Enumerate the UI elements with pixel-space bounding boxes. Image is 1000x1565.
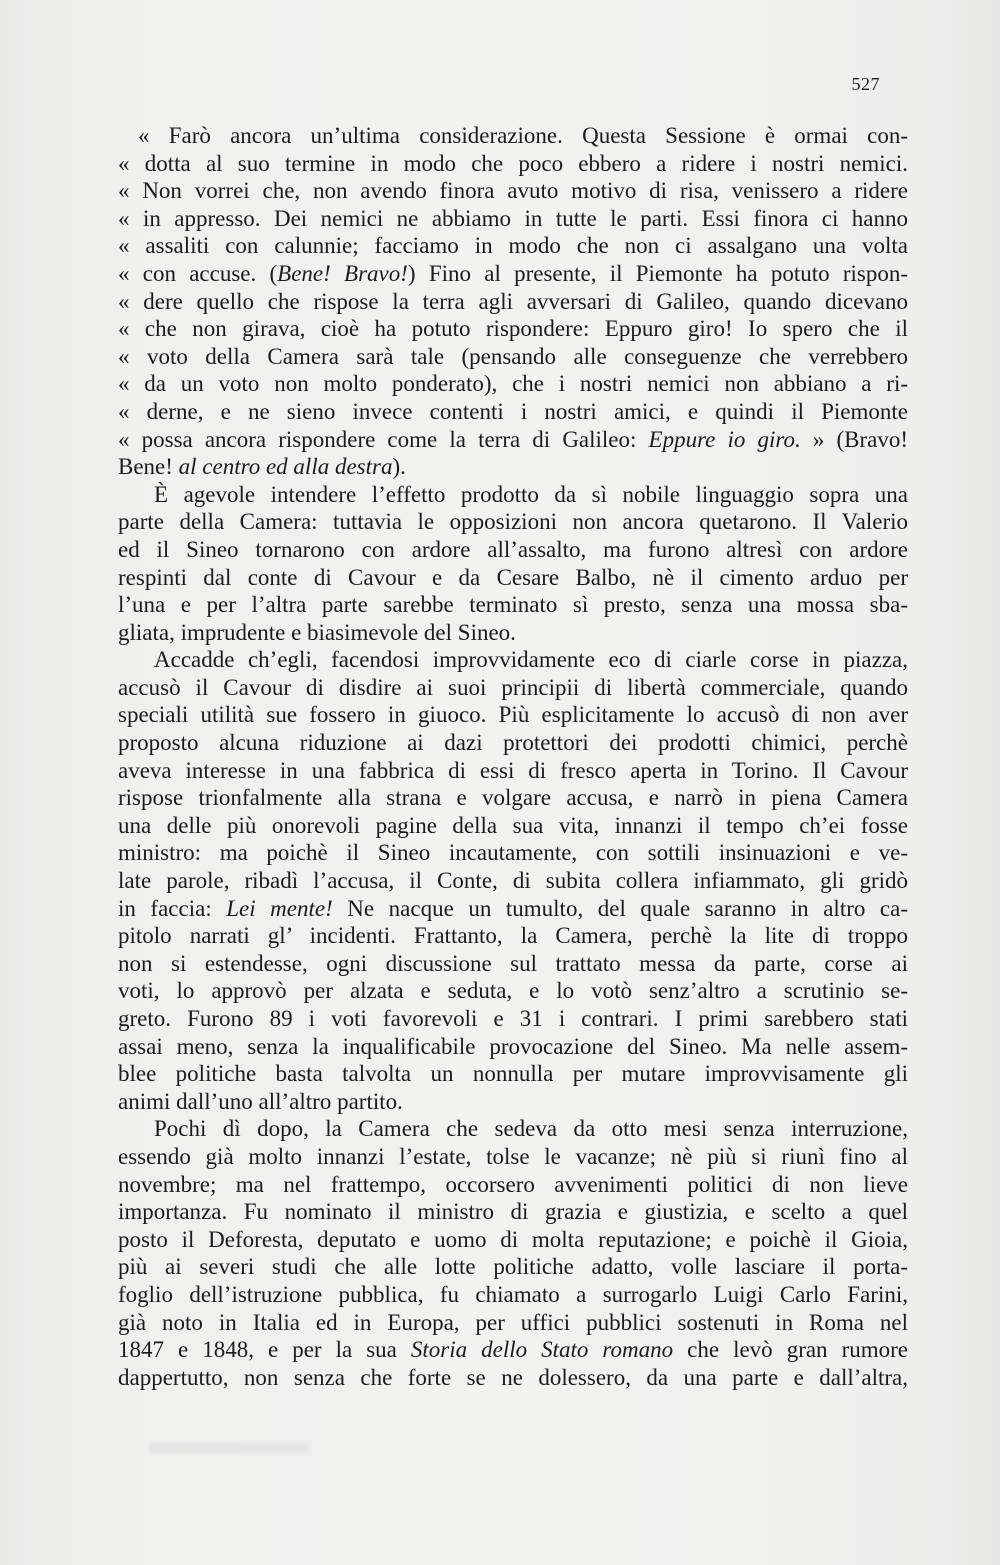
text-run: aveva interesse in una fabbrica di essi di fresco aperta in Torino. Il Cavour xyxy=(118,757,908,783)
text-run: l’una e per l’altra parte sarebbe terminato sì presto, senza una mossa sba- xyxy=(118,592,908,618)
text-line xyxy=(118,1115,908,1143)
text-line xyxy=(118,150,908,178)
text-run: più ai severi studi che alle lotte politiche adatto, volle lasciare il porta- xyxy=(118,1254,908,1280)
text-run: greto. Furono 89 i voti favorevoli e 31 i contrari. I primi sarebbero stati xyxy=(118,1006,908,1031)
italic-text: al centro ed alla destra xyxy=(178,454,393,480)
text-run: « dotta al suo termine in modo che poco ebbero a ridere i nostri nemici. xyxy=(118,150,908,176)
text-line xyxy=(118,1281,908,1309)
text-run: 1847 e 1848, e per la sua xyxy=(118,1337,411,1363)
text-line xyxy=(118,481,908,509)
text-line xyxy=(118,674,908,702)
italic-text: Eppure io giro. xyxy=(648,426,801,452)
text-run: È agevole intendere l’effetto prodotto da sì nobile linguaggio sopra una xyxy=(154,481,908,507)
text-run: foglio dell’istruzione pubblica, fu chiamato a surrogarlo Luigi Carlo Farini, xyxy=(118,1281,908,1307)
text-run: Ne nacque un tumulto, del quale saranno in altro ca- xyxy=(332,895,908,921)
text-line xyxy=(118,1309,908,1337)
text-run: assai meno, senza la inqualificabile provocazione del Sineo. Ma nelle assem- xyxy=(118,1033,908,1059)
text-run: ed il Sineo tornarono con ardore all’assalto, ma furono altresì con ardore xyxy=(118,536,908,562)
text-line xyxy=(118,591,908,619)
text-run: pitolo narrati gl’ incidenti. Frattanto, la Camera, perchè la lite di troppo xyxy=(118,923,908,949)
body-text xyxy=(118,122,908,1391)
text-line xyxy=(118,426,908,454)
text-run: » (Bravo! xyxy=(800,426,909,452)
text-run: dappertutto, non senza che forte se ne dolessero, da una parte e dall’altra, xyxy=(118,1364,908,1390)
text-line xyxy=(118,619,908,647)
text-run: « Farò ancora un’ultima considerazione. Questa Sessione è ormai con- xyxy=(138,123,908,148)
text-line xyxy=(118,867,908,895)
text-line xyxy=(118,895,908,923)
italic-text: Lei mente! xyxy=(226,895,333,921)
text-run: rispose trionfalmente alla strana e volgare accusa, e narrò in piena Camera xyxy=(118,785,908,811)
text-run: animi dall’uno all’altro partito. xyxy=(118,1088,403,1114)
text-line xyxy=(118,1143,908,1171)
text-line xyxy=(118,812,908,840)
text-line xyxy=(118,1005,908,1033)
text-line xyxy=(118,370,908,398)
text-line xyxy=(118,232,908,260)
text-line xyxy=(118,1060,908,1088)
text-line xyxy=(118,922,908,950)
text-run: « voto della Camera sarà tale (pensando alle conseguenze che verrebbero xyxy=(118,343,908,369)
text-run: Pochi dì dopo, la Camera che sedeva da otto mesi senza interruzione, xyxy=(154,1116,908,1142)
text-line xyxy=(118,343,908,371)
text-run: parte della Camera: tuttavia le opposizioni non ancora quetarono. Il Valerio xyxy=(118,509,908,535)
text-line xyxy=(118,536,908,564)
text-run: respinti dal conte di Cavour e da Cesare Balbo, nè il cimento arduo per xyxy=(118,564,908,590)
text-run: una delle più onorevoli pagine della sua vita, innanzi il tempo ch’ei fosse xyxy=(118,812,908,838)
text-run: ) Fino al presente, il Piemonte ha potuto rispon- xyxy=(407,260,909,286)
text-line xyxy=(118,839,908,867)
text-line xyxy=(118,1253,908,1281)
text-line xyxy=(118,1171,908,1199)
text-line xyxy=(118,453,908,481)
text-run: « in appresso. Dei nemici ne abbiamo in tutte le parti. Essi finora ci hanno xyxy=(118,205,908,231)
text-run: Bene! xyxy=(118,454,179,480)
text-run: « con accuse. ( xyxy=(118,260,278,286)
italic-text: Storia dello Stato romano xyxy=(410,1337,674,1363)
text-line xyxy=(118,1088,908,1116)
text-run: blee politiche basta talvolta un nonnulla per mutare improvvisamente gli xyxy=(118,1061,908,1087)
text-run: « che non girava, cioè ha potuto rispondere: Eppuro giro! Io spero che il xyxy=(118,316,908,342)
text-run: ). xyxy=(392,454,406,480)
text-line xyxy=(118,260,908,288)
text-line xyxy=(118,701,908,729)
page-number: 527 xyxy=(851,74,880,94)
text-run: in faccia: xyxy=(118,895,227,921)
text-run: posto il Deforesta, deputato e uomo di molta reputazione; e poichè il Gioia, xyxy=(118,1226,908,1252)
text-run: gliata, imprudente e biasimevole del Sineo. xyxy=(118,619,516,645)
text-line xyxy=(118,1226,908,1254)
text-run: accusò il Cavour di disdire ai suoi principii di libertà commerciale, quando xyxy=(118,674,908,700)
text-run: « derne, e ne sieno invece contenti i nostri amici, e quindi il Piemonte xyxy=(118,398,908,424)
text-line xyxy=(118,1364,908,1392)
text-line xyxy=(118,288,908,316)
text-run: « assaliti con calunnie; facciamo in modo che non ci assalgano una volta xyxy=(118,233,908,259)
text-line xyxy=(118,729,908,757)
text-run: « dere quello che rispose la terra agli avversari di Galileo, quando dicevano xyxy=(118,288,908,314)
text-run: « da un voto non molto ponderato), che i nostri nemici non abbiano a ri- xyxy=(118,371,908,397)
text-run: Accadde ch’egli, facendosi improvvidamente eco di ciarle corse in piazza, xyxy=(154,647,908,673)
text-line xyxy=(118,564,908,592)
italic-text: Bene! Bravo! xyxy=(277,260,408,286)
text-line xyxy=(118,122,908,150)
text-run: proposto alcuna riduzione ai dazi protettori dei prodotti chimici, perchè xyxy=(118,730,908,756)
text-run: « Non vorrei che, non avendo finora avuto motivo di risa, venissero a ridere xyxy=(118,178,908,204)
text-line xyxy=(118,1336,908,1364)
text-run: non si estendesse, ogni discussione sul trattato messa da parte, corse ai xyxy=(118,950,908,976)
text-run: essendo già molto innanzi l’estate, tolse le vacanze; nè più si riunì fino al xyxy=(118,1143,908,1169)
text-line xyxy=(118,784,908,812)
text-line xyxy=(118,977,908,1005)
text-line xyxy=(118,177,908,205)
text-line xyxy=(118,757,908,785)
text-run: importanza. Fu nominato il ministro di grazia e giustizia, e scelto a quel xyxy=(118,1199,908,1225)
text-run: late parole, ribadì l’accusa, il Conte, di subita collera infiammato, gli gridò xyxy=(118,868,908,894)
text-line xyxy=(118,950,908,978)
text-run: speciali utilità sue fossero in giuoco. Più esplicitamente lo accusò di non aver xyxy=(118,702,908,728)
text-line xyxy=(118,1198,908,1226)
text-run: voti, lo approvò per alzata e seduta, e lo votò senz’altro a scrutinio se- xyxy=(118,978,908,1004)
text-line xyxy=(118,315,908,343)
text-run: ministro: ma poichè il Sineo incautamente, con sottili insinuazioni e ve- xyxy=(118,840,908,866)
text-line xyxy=(118,508,908,536)
text-run: novembre; ma nel frattempo, occorsero avvenimenti politici di non lieve xyxy=(118,1171,908,1197)
text-run: che levò gran rumore xyxy=(673,1337,908,1363)
text-line xyxy=(118,646,908,674)
faded-footer-mark xyxy=(150,1443,310,1453)
text-run: già noto in Italia ed in Europa, per uffici pubblici sostenuti in Roma nel xyxy=(118,1309,908,1335)
text-line xyxy=(118,398,908,426)
text-line xyxy=(118,205,908,233)
text-run: « possa ancora rispondere come la terra di Galileo: xyxy=(118,426,649,452)
text-line xyxy=(118,1033,908,1061)
